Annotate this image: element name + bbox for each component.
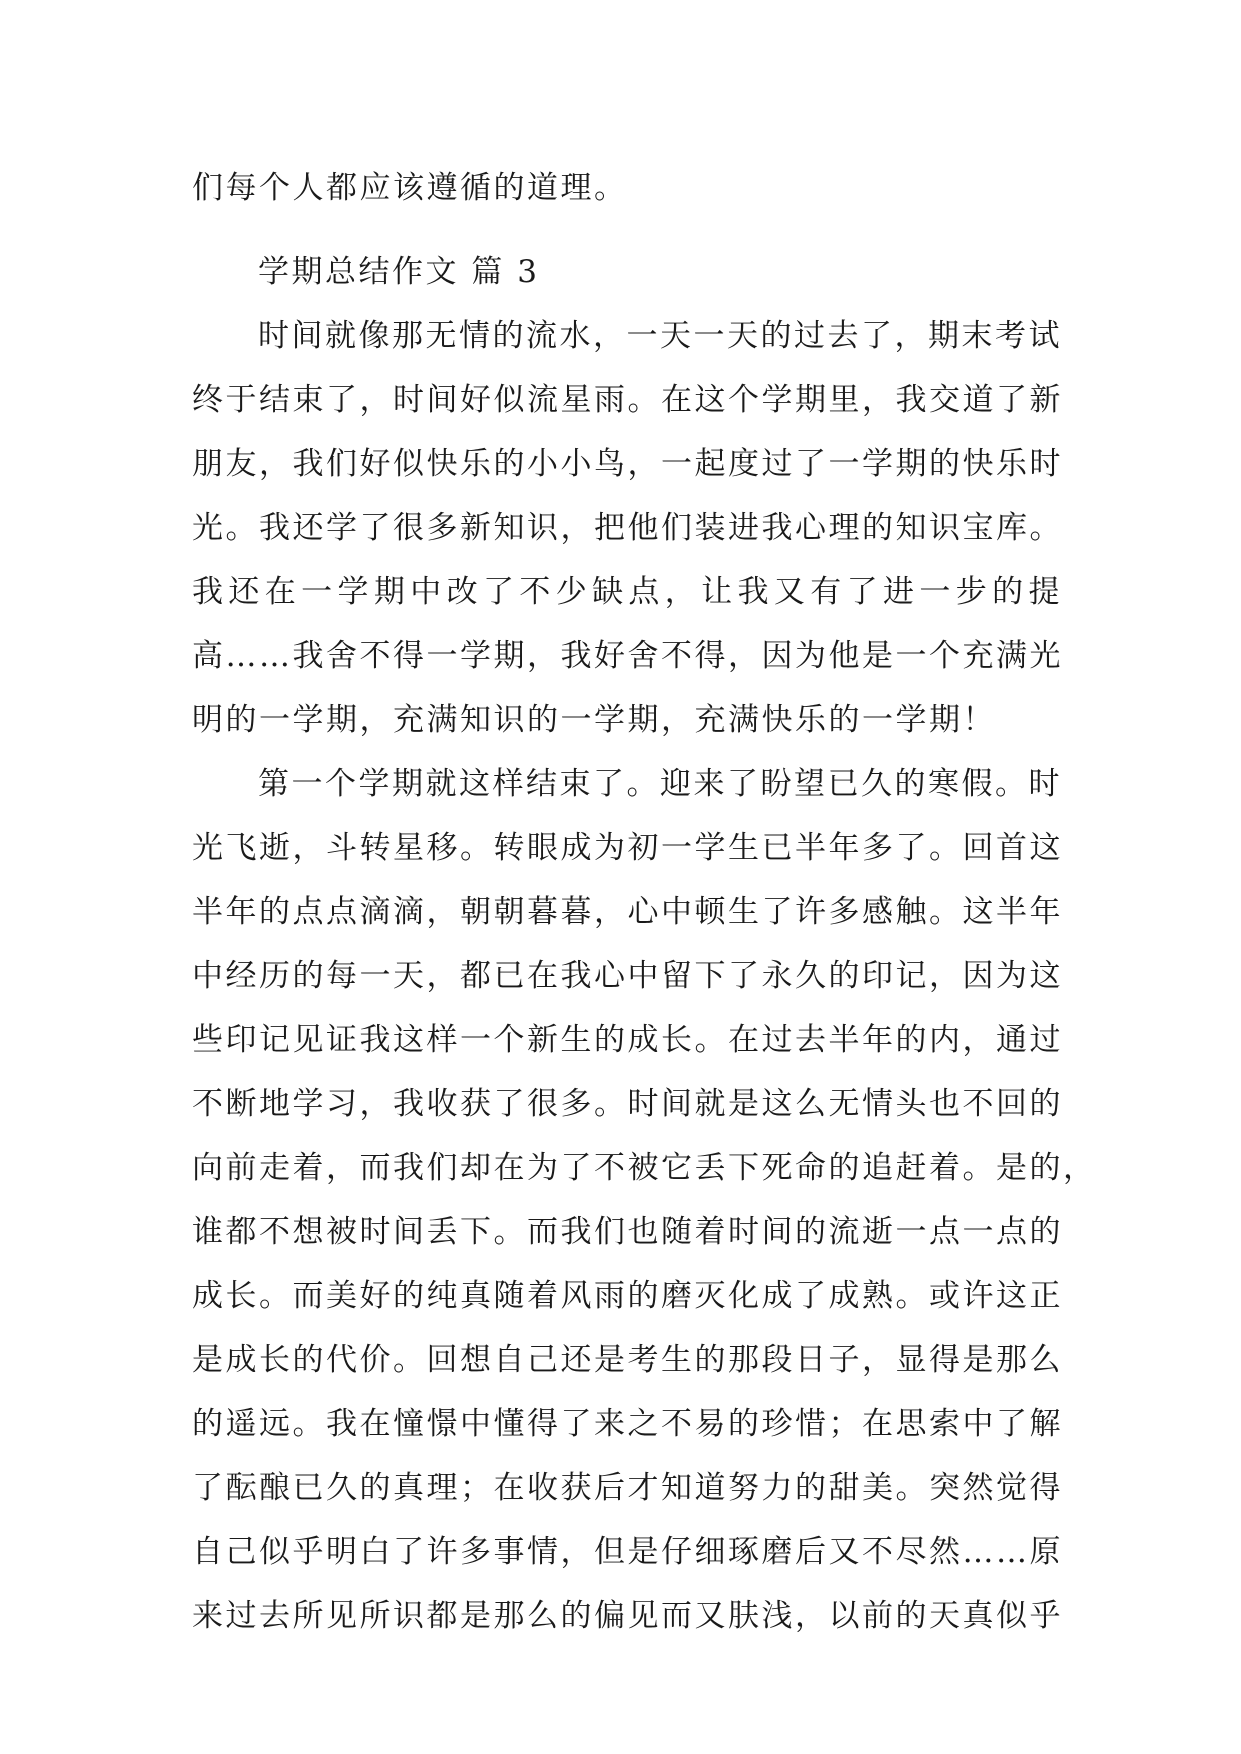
text-line: 高……我舍不得一学期，我好舍不得，因为他是一个充满光	[192, 638, 1063, 674]
text-line: 明的一学期，充满知识的一学期，充满快乐的一学期！	[192, 702, 996, 738]
text-line: 的遥远。我在憧憬中懂得了来之不易的珍惜；在思索中了解	[192, 1406, 1063, 1442]
text-line: 谁都不想被时间丢下。而我们也随着时间的流逝一点一点的	[192, 1214, 1063, 1250]
text-line: 时间就像那无情的流水，一天一天的过去了，期末考试	[258, 318, 1062, 354]
text-line: 第一个学期就这样结束了。迎来了盼望已久的寒假。时	[258, 766, 1062, 802]
text-line: 们每个人都应该遵循的道理。	[192, 170, 628, 206]
text-line: 半年的点点滴滴，朝朝暮暮，心中顿生了许多感触。这半年	[192, 894, 1063, 930]
text-line: 朋友，我们好似快乐的小小鸟，一起度过了一学期的快乐时	[192, 446, 1063, 482]
text-line: 自己似乎明白了许多事情，但是仔细琢磨后又不尽然……原	[192, 1534, 1063, 1570]
text-line: 不断地学习，我收获了很多。时间就是这么无情头也不回的	[192, 1086, 1063, 1122]
text-line: 了酝酿已久的真理；在收获后才知道努力的甜美。突然觉得	[192, 1470, 1063, 1506]
text-line: 些印记见证我这样一个新生的成长。在过去半年的内，通过	[192, 1022, 1063, 1058]
text-line: 是成长的代价。回想自己还是考生的那段日子，显得是那么	[192, 1342, 1063, 1378]
paragraph-1	[192, 304, 1062, 752]
paragraph-2	[192, 752, 1097, 1648]
text-line: 光。我还学了很多新知识，把他们装进我心理的知识宝库。	[192, 510, 1063, 546]
section-title: 学期总结作文 篇 3	[258, 254, 540, 290]
lead-paragraph	[192, 156, 1062, 220]
text-line: 向前走着，而我们却在为了不被它丢下死命的追赶着。是的，	[192, 1150, 1097, 1186]
text-line: 光飞逝，斗转星移。转眼成为初一学生已半年多了。回首这	[192, 830, 1063, 866]
essay-section	[192, 240, 1097, 1648]
text-line: 来过去所见所识都是那么的偏见而又肤浅，以前的天真似乎	[192, 1598, 1063, 1634]
text-line: 中经历的每一天，都已在我心中留下了永久的印记，因为这	[192, 958, 1063, 994]
text-line: 成长。而美好的纯真随着风雨的磨灭化成了成熟。或许这正	[192, 1278, 1063, 1314]
text-line: 终于结束了，时间好似流星雨。在这个学期里，我交道了新	[192, 382, 1063, 418]
text-line: 我还在一学期中改了不少缺点，让我又有了进一步的提	[192, 574, 1062, 610]
